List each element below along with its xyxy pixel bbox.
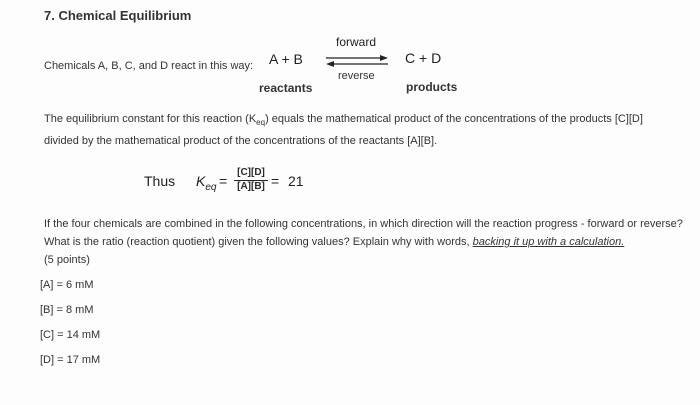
fraction-denominator: [A][B] [237, 181, 265, 192]
fraction-numerator: [C][D] [234, 167, 268, 181]
concentration-d: [D] = 17 mM [40, 354, 101, 366]
products-formula: C + D [405, 50, 442, 66]
thus-label: Thus [144, 173, 176, 189]
prompt-emphasis: backing it up with a calculation. [472, 236, 625, 248]
concentration-b: [B] = 8 mM [40, 304, 94, 316]
keq-letter: K [196, 173, 206, 189]
keq-value: 21 [288, 173, 304, 189]
concentration-c: [C] = 14 mM [40, 329, 101, 341]
reactants-label: reactants [259, 81, 313, 95]
products-label: products [406, 80, 458, 94]
description-part1: The equilibrium constant for this reaction (K [44, 113, 257, 125]
equilibrium-arrows-icon [326, 54, 388, 68]
equals-sign-2: = [271, 173, 280, 189]
question-prompt [44, 215, 684, 269]
question-title: 7. Chemical Equilibrium [44, 8, 192, 23]
equilibrium-description [44, 110, 674, 150]
points-label: (5 points) [44, 254, 90, 266]
forward-label: forward [336, 35, 377, 49]
reactants-formula: A + B [269, 51, 303, 67]
keq-fraction [234, 167, 268, 193]
intro-text: Chemicals A, B, C, and D react in this way: [44, 60, 254, 72]
equals-sign: = [219, 173, 228, 189]
prompt-text: If the four chemicals are combined in the following concentrations, in which direction will the reaction progress - forward or reverse? What is the ratio (reaction quotient) given the following values? Explain why with words, [44, 218, 683, 248]
keq-subscript: eq [205, 181, 217, 193]
keq-symbol [196, 173, 216, 193]
concentration-a: [A] = 6 mM [40, 279, 94, 291]
description-part2: ) equals the mathematical product of the concentrations of the products [C][D] divided by the mathematical product of the concentrations of the reactants [A][B]. [44, 113, 643, 148]
description-sub: eq [256, 118, 266, 128]
reverse-label: reverse [338, 70, 375, 82]
